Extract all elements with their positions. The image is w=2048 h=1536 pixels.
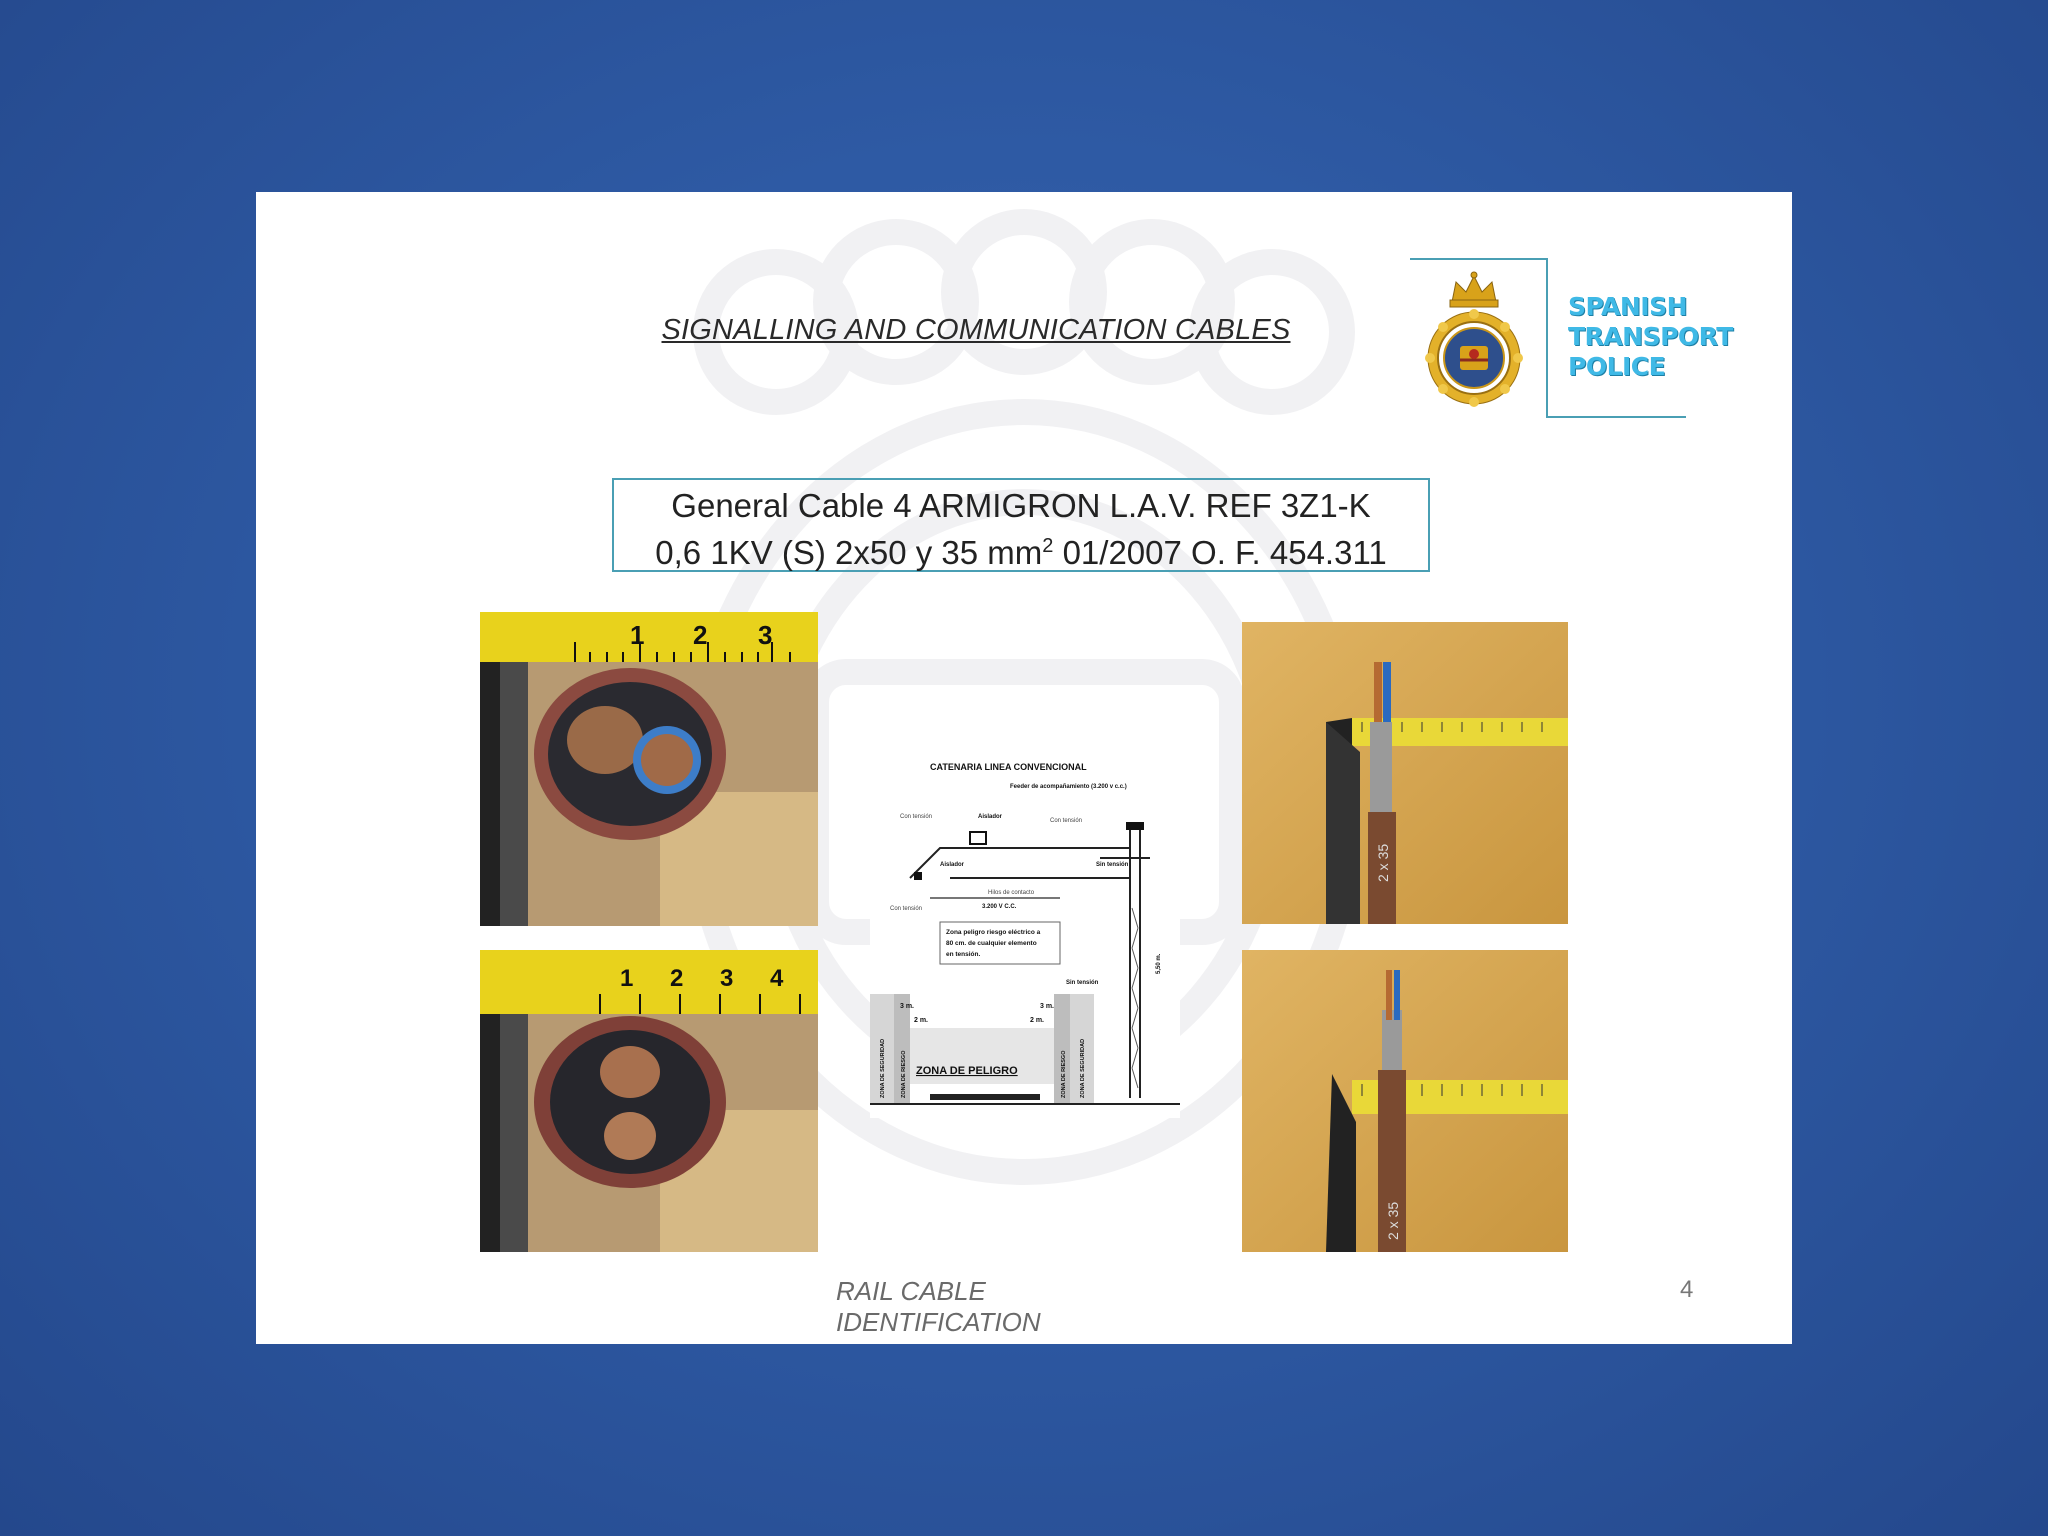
diagram-sin-tension-1: Sin tensión	[1096, 862, 1129, 868]
logo-underline	[1546, 416, 1686, 418]
diagram-sin-tension-2: Sin tensión	[1066, 980, 1099, 986]
logo-text	[1568, 292, 1733, 382]
diagram-two-m-2: 2 m.	[1030, 1017, 1045, 1024]
cable-spec-box	[612, 478, 1430, 572]
diagram-zona-note-2: 80 cm. de cualquier elemento	[946, 940, 1037, 947]
ruler-tick-3: 3	[758, 620, 773, 650]
diagram-zona-riesgo-2: ZONA DE RIESGO	[1061, 1050, 1067, 1098]
diagram-aislador-1: Aislador	[978, 814, 1003, 820]
slide	[256, 192, 1792, 1344]
ruler-tick-1: 1	[630, 620, 645, 650]
ruler-tick-4: 4	[770, 965, 784, 992]
logo-line-2: TRANSPORT	[1568, 322, 1733, 351]
ruler-tick-3: 3	[720, 965, 734, 992]
photo-cable-top	[1242, 622, 1568, 924]
spec-line-2-a: 0,6 1KV (S) 2x50 y 35 mm	[655, 534, 1043, 571]
catenary-diagram	[870, 758, 1180, 1118]
ruler-tick-1: 1	[620, 965, 634, 992]
diagram-zona-seguridad-1: ZONA DE SEGURIDAD	[880, 1038, 886, 1098]
logo-line-3: POLICE	[1568, 352, 1666, 381]
page-number: 4	[1680, 1276, 1694, 1303]
diagram-three-m-1: 3 m.	[900, 1003, 915, 1010]
spec-line-2-b: 01/2007 O. F. 454.311	[1053, 534, 1387, 571]
ruler-tick-2: 2	[670, 965, 684, 992]
footer-text: RAIL CABLE IDENTIFICATION	[836, 1276, 1041, 1337]
photo-cable-bottom	[1242, 950, 1568, 1252]
diagram-zona-note-1: Zona peligro riesgo eléctrico a	[946, 929, 1041, 936]
photo-cross-section-bottom	[480, 950, 818, 1252]
diagram-title: CATENARIA LINEA CONVENCIONAL	[930, 762, 1087, 772]
logo-line-1: SPANISH	[1568, 292, 1688, 321]
diagram-aislador-2: Aislador	[940, 862, 965, 868]
diagram-three-m-2: 3 m.	[1040, 1003, 1055, 1010]
cable-marking-top: 2 x 35	[1375, 843, 1391, 882]
diagram-zona-peligro: ZONA DE PELIGRO	[916, 1065, 1018, 1077]
cable-marking-bottom: 2 x 35	[1385, 1201, 1401, 1240]
diagram-feeder: Feeder de acompañamiento (3.200 v c.c.)	[1010, 784, 1127, 790]
diagram-con-tension-3: Con tensión	[890, 906, 923, 912]
spec-line-2-sup: 2	[1042, 535, 1054, 557]
spec-line-2	[614, 526, 1428, 573]
ruler-tick-2: 2	[693, 620, 708, 650]
diagram-height: 5,50 m.	[1156, 953, 1162, 974]
diagram-con-tension-1: Con tensión	[900, 814, 933, 820]
diagram-zona-note-3: en tensión.	[946, 951, 981, 958]
slide-title: SIGNALLING AND COMMUNICATION CABLES	[661, 314, 1291, 346]
spec-line-1: General Cable 4 ARMIGRON L.A.V. REF 3Z1-K	[671, 487, 1371, 524]
diagram-two-m-1: 2 m.	[914, 1017, 929, 1024]
diagram-zona-seguridad-2: ZONA DE SEGURIDAD	[1080, 1038, 1086, 1098]
police-crest-icon	[1416, 268, 1532, 408]
diagram-zona-riesgo-1: ZONA DE RIESGO	[901, 1050, 907, 1098]
diagram-con-tension-2: Con tensión	[1050, 818, 1083, 824]
diagram-voltage: 3.200 V C.C.	[982, 904, 1017, 910]
photo-cross-section-top	[480, 612, 818, 926]
diagram-hilos: Hilos de contacto	[988, 890, 1035, 896]
